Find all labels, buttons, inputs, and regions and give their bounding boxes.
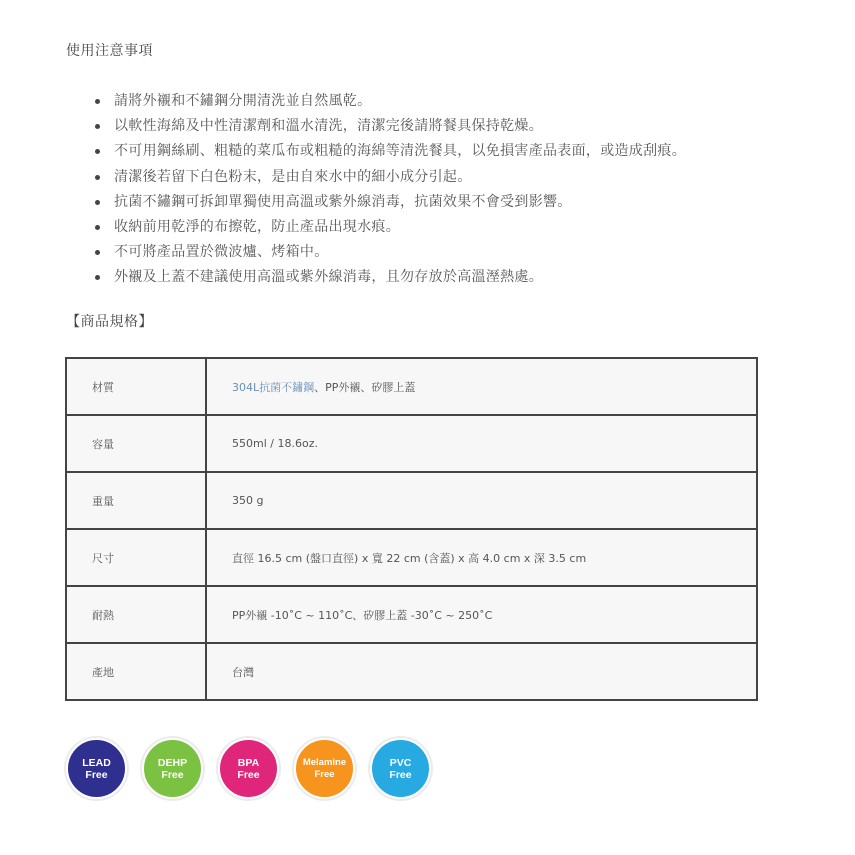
- spec-key: 重量: [66, 472, 206, 529]
- usage-note-item: 請將外襯和不鏽鋼分開清洗並自然風乾。: [92, 89, 686, 114]
- spec-table: [65, 357, 758, 701]
- spec-value: 台灣: [206, 643, 757, 700]
- usage-note-item: 不可用鋼絲刷、粗糙的菜瓜布或粗糙的海綿等清洗餐具，以免損害產品表面，或造成刮痕。: [92, 139, 686, 164]
- spec-row-dimensions: [66, 529, 757, 586]
- lead-free-badge: [66, 738, 127, 799]
- spec-value: [206, 358, 757, 415]
- usage-notes-list: [92, 89, 686, 291]
- badge-line1: BPA: [237, 756, 260, 769]
- spec-row-material: [66, 358, 757, 415]
- spec-key: 耐熱: [66, 586, 206, 643]
- melamine-free-badge: [294, 738, 355, 799]
- badge-line2: Free: [314, 768, 335, 780]
- spec-key: 產地: [66, 643, 206, 700]
- pvc-free-badge: [370, 738, 431, 799]
- badge-line1: Melamine: [302, 756, 347, 768]
- badge-line2: Free: [237, 768, 260, 781]
- spec-value-highlight: 304L抗菌不鏽鋼: [232, 380, 315, 394]
- usage-note-item: 不可將產品置於微波爐、烤箱中。: [92, 240, 686, 265]
- bpa-free-badge: [218, 738, 279, 799]
- badge-line1: LEAD: [82, 756, 111, 769]
- badge-line2: Free: [85, 768, 108, 781]
- spec-row-capacity: [66, 415, 757, 472]
- spec-row-weight: [66, 472, 757, 529]
- badge-line2: Free: [161, 768, 184, 781]
- spec-key: 材質: [66, 358, 206, 415]
- badge-line2: Free: [389, 768, 412, 781]
- spec-value: 550ml / 18.6oz.: [206, 415, 757, 472]
- badge-line1: DEHP: [157, 756, 188, 769]
- usage-note-item: 清潔後若留下白色粉末，是由自來水中的細小成分引起。: [92, 165, 686, 190]
- usage-note-item: 外襯及上蓋不建議使用高溫或紫外線消毒，且勿存放於高溫溼熱處。: [92, 265, 686, 290]
- spec-title: 【商品規格】: [66, 314, 153, 330]
- spec-value: 直徑 16.5 cm (盤口直徑) x 寬 22 cm (含蓋) x 高 4.0 cm x 深 3.5 cm: [206, 529, 757, 586]
- usage-note-item: 收納前用乾淨的布擦乾，防止產品出現水痕。: [92, 215, 686, 240]
- spec-value-text: 、PP外襯、矽膠上蓋: [314, 380, 416, 394]
- usage-note-item: 抗菌不鏽鋼可拆卸單獨使用高溫或紫外線消毒，抗菌效果不會受到影響。: [92, 190, 686, 215]
- spec-row-origin: [66, 643, 757, 700]
- dehp-free-badge: [142, 738, 203, 799]
- spec-row-heat-resistance: [66, 586, 757, 643]
- spec-value: 350 g: [206, 472, 757, 529]
- spec-key: 尺寸: [66, 529, 206, 586]
- badge-line1: PVC: [389, 756, 412, 769]
- spec-value: PP外襯 -10˚C ~ 110˚C、矽膠上蓋 -30˚C ~ 250˚C: [206, 586, 757, 643]
- usage-notes-title: 使用注意事項: [66, 43, 153, 59]
- spec-key: 容量: [66, 415, 206, 472]
- usage-note-item: 以軟性海綿及中性清潔劑和溫水清洗，清潔完後請將餐具保持乾燥。: [92, 114, 686, 139]
